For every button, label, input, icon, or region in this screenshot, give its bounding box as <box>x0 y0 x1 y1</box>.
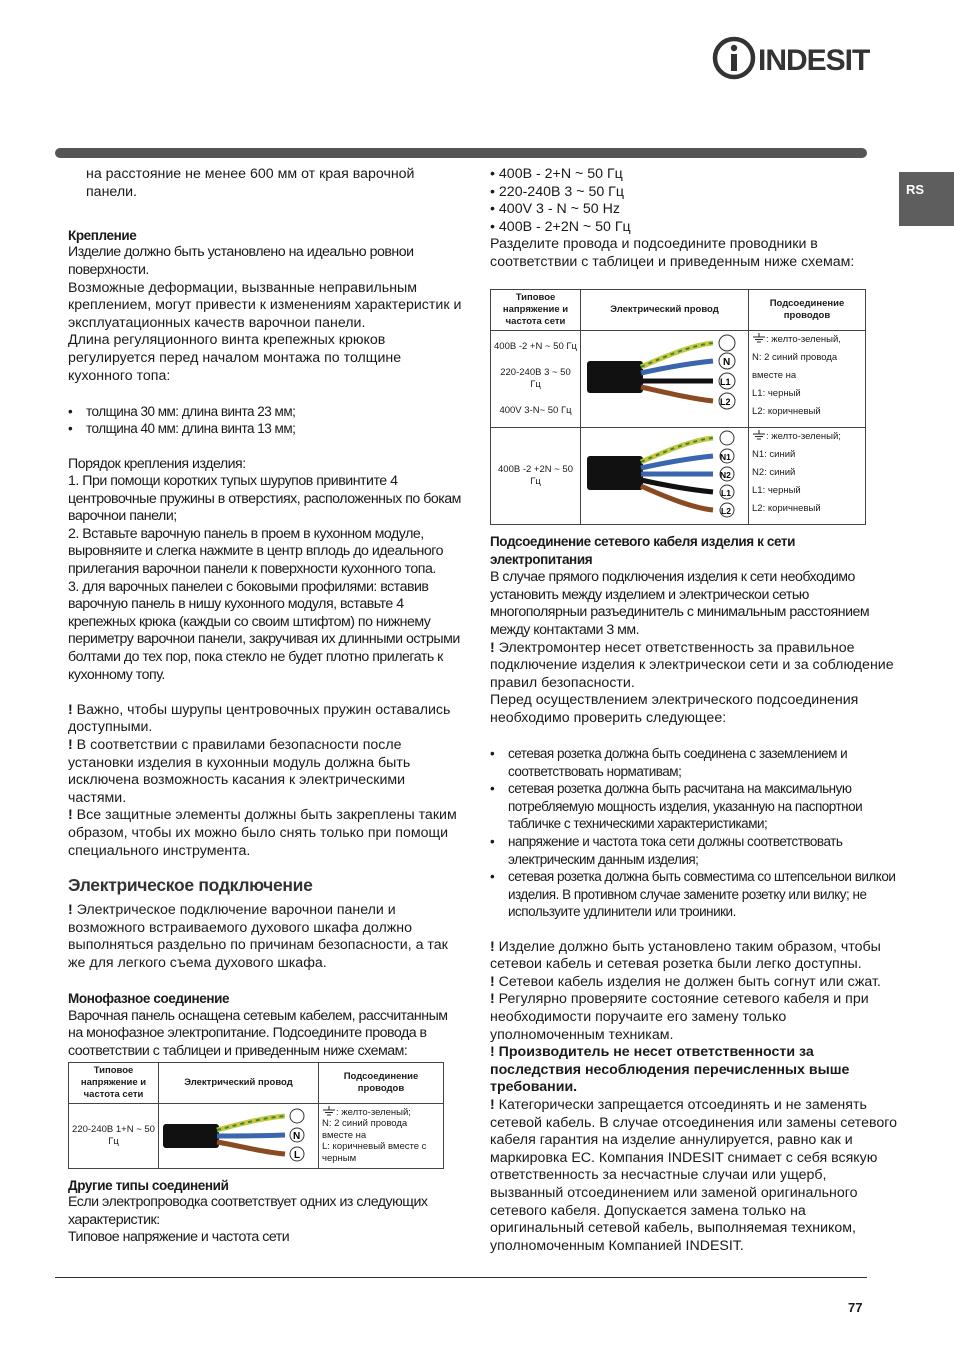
page-number: 77 <box>848 1300 863 1315</box>
indesit-logo-icon <box>712 36 872 82</box>
warning-bend: ! Сетевои кабель изделия не должен быть согнут или сжат. <box>490 973 881 990</box>
table-header: Типовое напряжение и частота сети <box>69 1062 159 1103</box>
voltage-cell: 400В -2 +N ~ 50 Гц 220-240В 3 ~ 50 Гц 400V 3-N~ 50 Гц <box>491 331 581 428</box>
check-text: Перед осуществлением электрического подсоединения необходимо проверить следующее: <box>490 692 859 726</box>
step-1: 1. При помощи коротких тупых шурупов привинтите 4 центровочные пружины в отверстиях, расположенных по бокам варочнои панели; <box>68 473 461 525</box>
voltage-list <box>490 166 900 236</box>
svg-text:N: N <box>723 357 731 369</box>
cable-4wire-icon <box>583 333 745 421</box>
electrician-warning: ! Электромонтер несет ответственность за правильное подключение изделия к электрическои сети и за соблюдение правил безопасности. <box>490 639 894 691</box>
split-wires-text: Разделите провода и подсоедините проводники в соответствии с таблицеи и приведенным ниже схемам: <box>490 236 855 270</box>
other-types-text: Если электропроводка соответствует одних из следующих характеристик: <box>68 1194 428 1228</box>
warning-liability: ! Производитель не несет ответственности за последствия несоблюдения перечисленных выше требовании. <box>490 1044 850 1096</box>
cable-5wire-icon <box>583 430 745 518</box>
net-connection-heading: Подсоединение сетевого кабеля изделия к сети электропитания <box>490 534 795 568</box>
voltage-cell: 220-240В 1+N ~ 50 Гц <box>69 1103 159 1168</box>
warning-3: ! Все защитные элементы должны быть закреплены таким образом, чтобы их можно было снять только при помощи специального инструмента. <box>68 807 457 859</box>
mounting-heading: Крепление <box>68 227 137 243</box>
earth-ground-icon <box>322 1106 336 1116</box>
table-header: Подсоединение проводов <box>749 290 866 331</box>
order-heading: Порядок крепления изделия: <box>68 455 246 472</box>
table-row <box>69 1103 444 1168</box>
cable-diagram <box>581 428 749 525</box>
table-header: Типовое напряжение и частота сети <box>491 290 581 331</box>
warning-access: ! Изделие должно быть установлено таким образом, чтобы сетевои кабель и сетевая розетка были легко доступны. <box>490 938 881 973</box>
header-bar <box>55 148 867 158</box>
list-item: • сетевая розетка должна быть соединена с заземлением и соответствовать нормативам; <box>490 745 900 780</box>
earth-ground-icon <box>752 333 766 343</box>
earth-ground-icon <box>752 430 766 440</box>
svg-text:N1: N1 <box>720 452 731 463</box>
svg-text:L: L <box>294 1149 301 1161</box>
list-item: • 400В - 2+N ~ 50 Гц <box>490 166 623 182</box>
table-header: Электрический провод <box>581 290 749 331</box>
table-row <box>491 331 866 428</box>
monophase-text: Варочная панель оснащена сетевым кабелем, рассчитанным на монофазное электропитание. Подсоедините провода в соответствии с таблицеи и приведенным ниже схемам: <box>68 1007 448 1059</box>
mounting-text-3: Длина регуляционного винта крепежных крюков регулируется перед началом монтажа по толщине кухонного топа: <box>68 332 402 384</box>
right-column <box>490 166 900 1255</box>
monophase-heading: Монофазное соединение <box>68 991 230 1007</box>
svg-text:L2: L2 <box>721 506 731 517</box>
cable-3wire-icon <box>161 1106 315 1162</box>
table-header: Электрический провод <box>159 1062 319 1103</box>
intro-text: на расстояние не менее 600 мм от края варочной панели. <box>86 166 415 200</box>
screw-length-list <box>68 403 464 438</box>
mounting-text-1: Изделие должно быть установлено на идеально ровнои поверхности. <box>68 244 414 278</box>
svg-text:N: N <box>293 1130 301 1142</box>
cable-diagram <box>159 1103 319 1168</box>
connection-cell: : желто-зеленый, N: 2 синий провода вместе на L1: черный L2: коричневый <box>749 331 866 428</box>
list-item: • напряжение и частота тока сети должны соответствовать электрическим данным изделия; <box>490 833 900 868</box>
other-types-heading: Другие типы соединений <box>68 1177 229 1193</box>
footer-rule <box>55 1277 867 1278</box>
list-item: • 400V 3 - N ~ 50 Hz <box>490 201 620 218</box>
step-3: 3. для варочных панелеи с боковыми профилями: вставив варочную панель в нишу кухонного модуля, вставьте 4 крепежных крюка (каждыи со своим штифтом) по нижнему периметру варочнои панели, закручивая их длинными острыми болтами до тех пор, пока стекло не будет плотно прилегать к кухонному топу. <box>68 578 460 683</box>
connection-cell: : желто-зеленый; N: 2 синий провода вместе на L: коричневый вместе с черным <box>319 1103 444 1168</box>
list-item: • толщина 30 мм: длина винта 23 мм; <box>68 403 464 421</box>
svg-text:L1: L1 <box>721 488 731 499</box>
cable-diagram <box>581 331 749 428</box>
svg-text:INDESIT: INDESIT <box>758 44 870 77</box>
list-item: • 400В - 2+2N ~ 50 Гц <box>490 218 631 235</box>
list-item: • 220-240В 3 ~ 50 Гц <box>490 183 624 200</box>
electrical-section-title: Электрическое подключение <box>68 875 313 896</box>
mounting-text-2: Возможные деформации, вызванные неправильным креплением, могут привести к изменениям характеристик и эксплуатационных качеств варочнои панели. <box>68 279 462 331</box>
connection-cell: : желто-зеленый; N1: синий N2: синий L1: черный L2: коричневый <box>749 428 866 525</box>
list-item: • сетевая розетка должна быть расчитана на максимальную потребляемую мощность изделия, указанную на паспортнои табличке с техническими характеристиками; <box>490 780 900 833</box>
table-header: Подсоединение проводов <box>319 1062 444 1103</box>
electrical-text: ! Электрическое подключение варочнои панели и возможного встраиваемого духового шкафа должно выполняться раздельно по причинам безопасности, а так же для легкого съема духового шкафа. <box>68 902 448 971</box>
svg-text:N2: N2 <box>720 470 731 481</box>
monophase-wiring-table <box>68 1062 444 1169</box>
check-list <box>490 745 900 921</box>
net-connection-text: В случае прямого подключения изделия к сети необходимо установить между изделием и электрическои сетью многополярныи разъединитель с минимальным расстоянием между контактами 3 мм. <box>490 569 870 638</box>
table-row <box>491 428 866 525</box>
list-item: • толщина 40 мм: длина винта 13 мм; <box>68 420 464 438</box>
warning-check: ! Регулярно проверяите состояние сетевого кабеля и при необходимости поручаите его замену только уполномоченным техникам. <box>490 991 869 1043</box>
warning-1: ! Важно, чтобы шурупы центровочных пружин оставались доступными. <box>68 701 451 736</box>
step-2: 2. Вставьте варочную панель в проем в кухонном модуле, выровняите и слегка нажмите в центр вплодь до идеального прилегания варочнои панели к поверхности кухонного топа. <box>68 525 443 578</box>
left-column <box>68 166 464 1247</box>
language-tab: RS <box>899 172 954 226</box>
voltage-cell: 400В -2 +2N ~ 50 Гц <box>491 428 581 525</box>
svg-text:L2: L2 <box>720 397 731 408</box>
warning-cable: ! Категорически запрещается отсоединять и не заменять сетевой кабель. В случае отсоединения или замены сетевого кабеля гарантия на изделие аннулируется, равно как и маркировка ЕС. Компания INDESIT снимает с себя всякую ответственность за несчастные случаи или ущерб, вызванный отсоединением или заменой оригинального сетевого кабеля. Допускается замена только на оригинальный сетевой кабель, выполняемая техником, уполномоченным Компанией INDESIT. <box>490 1096 898 1254</box>
svg-text:L1: L1 <box>720 377 731 388</box>
multiphase-wiring-table <box>490 289 866 525</box>
list-item: • сетевая розетка должна быть совместима со штепсельнои вилкои изделия. В противном случае замените розетку или вилку; не используите удлинители или троиники. <box>490 868 900 921</box>
warning-2: ! В соответствии с правилами безопасности после установки изделия в кухонныи модуль должна быть исключена возможность касания к электрическими частями. <box>68 737 411 806</box>
other-types-text-2: Типовое напряжение и частота сети <box>68 1229 290 1246</box>
indesit-logo <box>712 36 872 82</box>
